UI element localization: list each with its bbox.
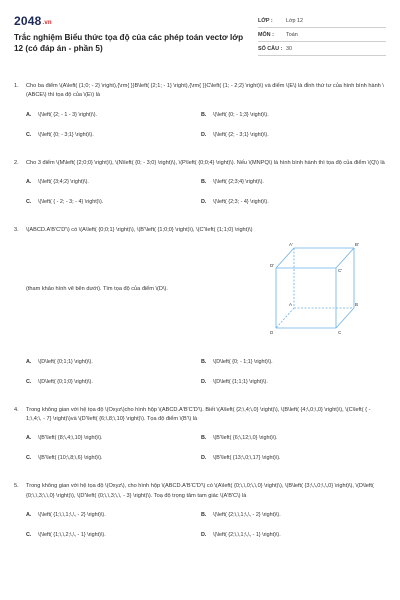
option-text: \(D\left( {0;1;0} \right)\). xyxy=(38,378,93,385)
vertex-label-b: B xyxy=(355,301,359,307)
document-title: Trắc nghiệm Biểu thức tọa độ của các phép toán vectơ lớp 12 (có đáp án - phần 5) xyxy=(14,33,244,53)
question-4 xyxy=(14,406,386,473)
meta-key: LỚP : xyxy=(258,17,273,24)
answer-options xyxy=(14,432,386,472)
question-text xyxy=(14,482,386,501)
option-label: C. xyxy=(26,532,32,539)
option-text: \(\left( {2;3;4} \right)\). xyxy=(213,179,264,186)
question-number: 3. xyxy=(14,227,19,234)
site-logo[interactable] xyxy=(14,14,52,28)
option-text: \(\left( {2;\,\,1;\,\, - 2} \right)\). xyxy=(213,512,281,519)
option-label: B. xyxy=(201,358,207,365)
meta-value: Toán xyxy=(286,31,298,38)
meta-key: MÔN : xyxy=(258,31,274,38)
meta-row-subject xyxy=(258,28,386,42)
option-text: \(B'\left( {6;\,12;\,0} \right)\). xyxy=(213,435,278,442)
option-text: \(\left( {2;\,\,1;\,\, - 1} \right)\). xyxy=(213,532,281,539)
answer-option-a[interactable] xyxy=(26,509,201,521)
meta-value: 30 xyxy=(286,45,292,52)
answer-option-a[interactable] xyxy=(26,356,201,368)
question-5 xyxy=(14,482,386,549)
cube-figure xyxy=(270,240,360,346)
vertex-label-a1: A' xyxy=(289,241,293,247)
meta-key: SỐ CÂU : xyxy=(258,45,283,52)
answer-option-d[interactable] xyxy=(201,529,376,541)
question-1 xyxy=(14,82,386,149)
option-label: D. xyxy=(201,532,207,539)
logo-text: 2048 xyxy=(14,14,42,28)
vertex-label-a: A xyxy=(289,301,293,307)
vertex-label-d: D xyxy=(270,329,274,335)
question-body: Trong không gian với hệ tọa độ \(Oxyz\)cho hình hộp \(ABCD.A'B'C'D'\). Biết \(A\left( {2;\,4;\,0} \right)\), \(B\left( {4;\,0;\,0} \right)\), \(C\left( { - 1;\,4;\, - 7} \right)\)và \(D'\left( {6;\,8;\,10} \right)\). Tọa độ điểm \(B'\) là xyxy=(26,406,371,423)
option-text: \(D\left( {1;1;1} \right)\). xyxy=(213,378,268,385)
answer-option-d[interactable] xyxy=(201,452,376,464)
option-label: B. xyxy=(201,435,207,442)
option-text: \(\left( {2; - 3;1} \right)\). xyxy=(213,131,269,138)
vertex-label-c: C xyxy=(338,329,342,335)
question-text xyxy=(14,406,386,425)
question-number: 1. xyxy=(14,83,19,89)
document-header xyxy=(14,14,386,60)
option-label: C. xyxy=(26,378,32,385)
option-label: A. xyxy=(26,435,32,442)
answer-option-c[interactable] xyxy=(26,529,201,541)
question-body: Cho 3 điểm \(M\left( {2;0;0} \right)\), \(N\left( {0; - 3;0} \right)\), \(P\left( {0;0;4} \right)\). Nếu \(MNPQ\) là hình bình hành thì tọa độ của điểm \(Q\) là xyxy=(26,159,385,166)
meta-row-grade xyxy=(258,14,386,28)
vertex-label-c1: C' xyxy=(338,267,343,273)
meta-row-count xyxy=(258,42,386,56)
answer-option-c[interactable] xyxy=(26,376,201,388)
answer-option-b[interactable] xyxy=(201,356,376,368)
option-label: B. xyxy=(201,179,207,186)
meta-table xyxy=(258,14,386,56)
edge-d1-a1 xyxy=(276,248,294,268)
option-text: \(\left( {0; - 3;1} \right)\). xyxy=(38,131,94,138)
option-text: \(\left( { - 2; - 3; - 4} \right)\). xyxy=(38,199,104,206)
answer-option-a[interactable] xyxy=(26,176,201,188)
figure-reference-text: (tham khảo hình vẽ bên dưới). Tìm tọa độ của điểm \(D\). xyxy=(26,285,168,292)
question-2 xyxy=(14,159,386,216)
question-number: 4. xyxy=(14,406,19,413)
option-label: B. xyxy=(201,512,207,519)
question-list xyxy=(14,82,386,559)
answer-option-d[interactable] xyxy=(201,376,376,388)
answer-options xyxy=(14,176,386,216)
option-text: \(B'\left( {13;\,0;\,17} \right)\). xyxy=(213,455,281,462)
edge-a-d-hidden xyxy=(276,308,294,328)
question-3 xyxy=(14,226,386,395)
question-text xyxy=(14,226,386,235)
question-body: \(ABCD.A'B'C'D'\) có \(A\left( {0;0;1} \right)\), \(B'\left( {1;0;0} \right)\), \(C'\left( {1;1;0} \right)\) xyxy=(26,227,253,234)
option-text: \(\left( {2;3; - 4} \right)\). xyxy=(213,199,269,206)
option-label: A. xyxy=(26,179,32,186)
answer-options xyxy=(14,356,386,396)
answer-option-c[interactable] xyxy=(26,129,201,141)
answer-options xyxy=(14,509,386,549)
option-label: B. xyxy=(201,111,207,118)
question-body: Trong không gian với hệ tọa độ \(Oxyz\), cho hình hộp \(ABCD.A'B'C'D'\) có \(A\left( {0;\,\,0;\,\,0} \right)\), \(B\left( {3;\,\,0;\,\,0} \right)\), \(D\left( {0;\,\,3;\,\,0} \right)\), \(D'\left( {0;\,\,3;\,\, - 3} \right)\). Toạ độ trọng tâm tam giác \(A'B'C\) là xyxy=(26,483,374,499)
question-figure-area xyxy=(14,236,386,348)
option-label: A. xyxy=(26,111,32,118)
option-text: \(\left( {1;\,\,1;\,\, - 2} \right)\). xyxy=(38,512,106,519)
answer-option-d[interactable] xyxy=(201,196,376,208)
option-text: \(\left( {1;\,\,2;\,\, - 1} \right)\). xyxy=(38,532,106,539)
answer-option-b[interactable] xyxy=(201,176,376,188)
option-text: \(\left( {2; - 1 - 3} \right)\). xyxy=(38,111,98,118)
vertex-label-b1: B' xyxy=(355,241,359,247)
option-label: A. xyxy=(26,512,32,519)
question-body: Cho ba điểm \(A\left( {1;0; - 2} \right),{\rm{ }}B\left( {2;1; - 1} \right),{\rm{ }}C\left( {1; - 2;2} \right)\) và điểm \(E\) là đỉnh thứ tư của hình bình hành \(ABCE\) thì tọa độ của \(E\) là xyxy=(26,83,384,99)
question-number: 2. xyxy=(14,159,19,166)
option-label: D. xyxy=(201,131,207,138)
question-text xyxy=(14,159,386,168)
answer-option-d[interactable] xyxy=(201,129,376,141)
option-text: \(\left( {3;4;2} \right)\). xyxy=(38,179,89,186)
option-text: \(B'\left( {8;\,4;\,10} \right)\). xyxy=(38,435,103,442)
option-label: C. xyxy=(26,455,32,462)
option-text: \(\left( {0; - 1;3} \right)\). xyxy=(213,111,269,118)
answer-option-c[interactable] xyxy=(26,196,201,208)
answer-option-a[interactable] xyxy=(26,109,201,121)
logo-suffix: .vn xyxy=(42,20,52,26)
option-text: \(D\left( {0;1;1} \right)\). xyxy=(38,358,93,365)
option-label: C. xyxy=(26,131,32,138)
question-number: 5. xyxy=(14,483,19,490)
vertex-label-d1: D' xyxy=(270,262,275,268)
answer-options xyxy=(14,109,386,149)
option-label: D. xyxy=(201,378,207,385)
meta-value: Lớp 12 xyxy=(286,17,304,24)
edge-c-b xyxy=(336,308,354,328)
option-label: A. xyxy=(26,358,32,365)
answer-option-b[interactable] xyxy=(201,509,376,521)
answer-option-b[interactable] xyxy=(201,109,376,121)
option-label: C. xyxy=(26,199,32,206)
answer-option-c[interactable] xyxy=(26,452,201,464)
option-text: \(D\left( {0; - 1;1} \right)\). xyxy=(213,358,273,365)
question-text xyxy=(14,82,386,101)
edge-b1-c1 xyxy=(336,248,354,268)
answer-option-b[interactable] xyxy=(201,432,376,444)
option-label: D. xyxy=(201,455,207,462)
option-label: D. xyxy=(201,199,207,206)
option-text: \(B'\left( {10;\,8;\,6} \right)\). xyxy=(38,455,103,462)
answer-option-a[interactable] xyxy=(26,432,201,444)
